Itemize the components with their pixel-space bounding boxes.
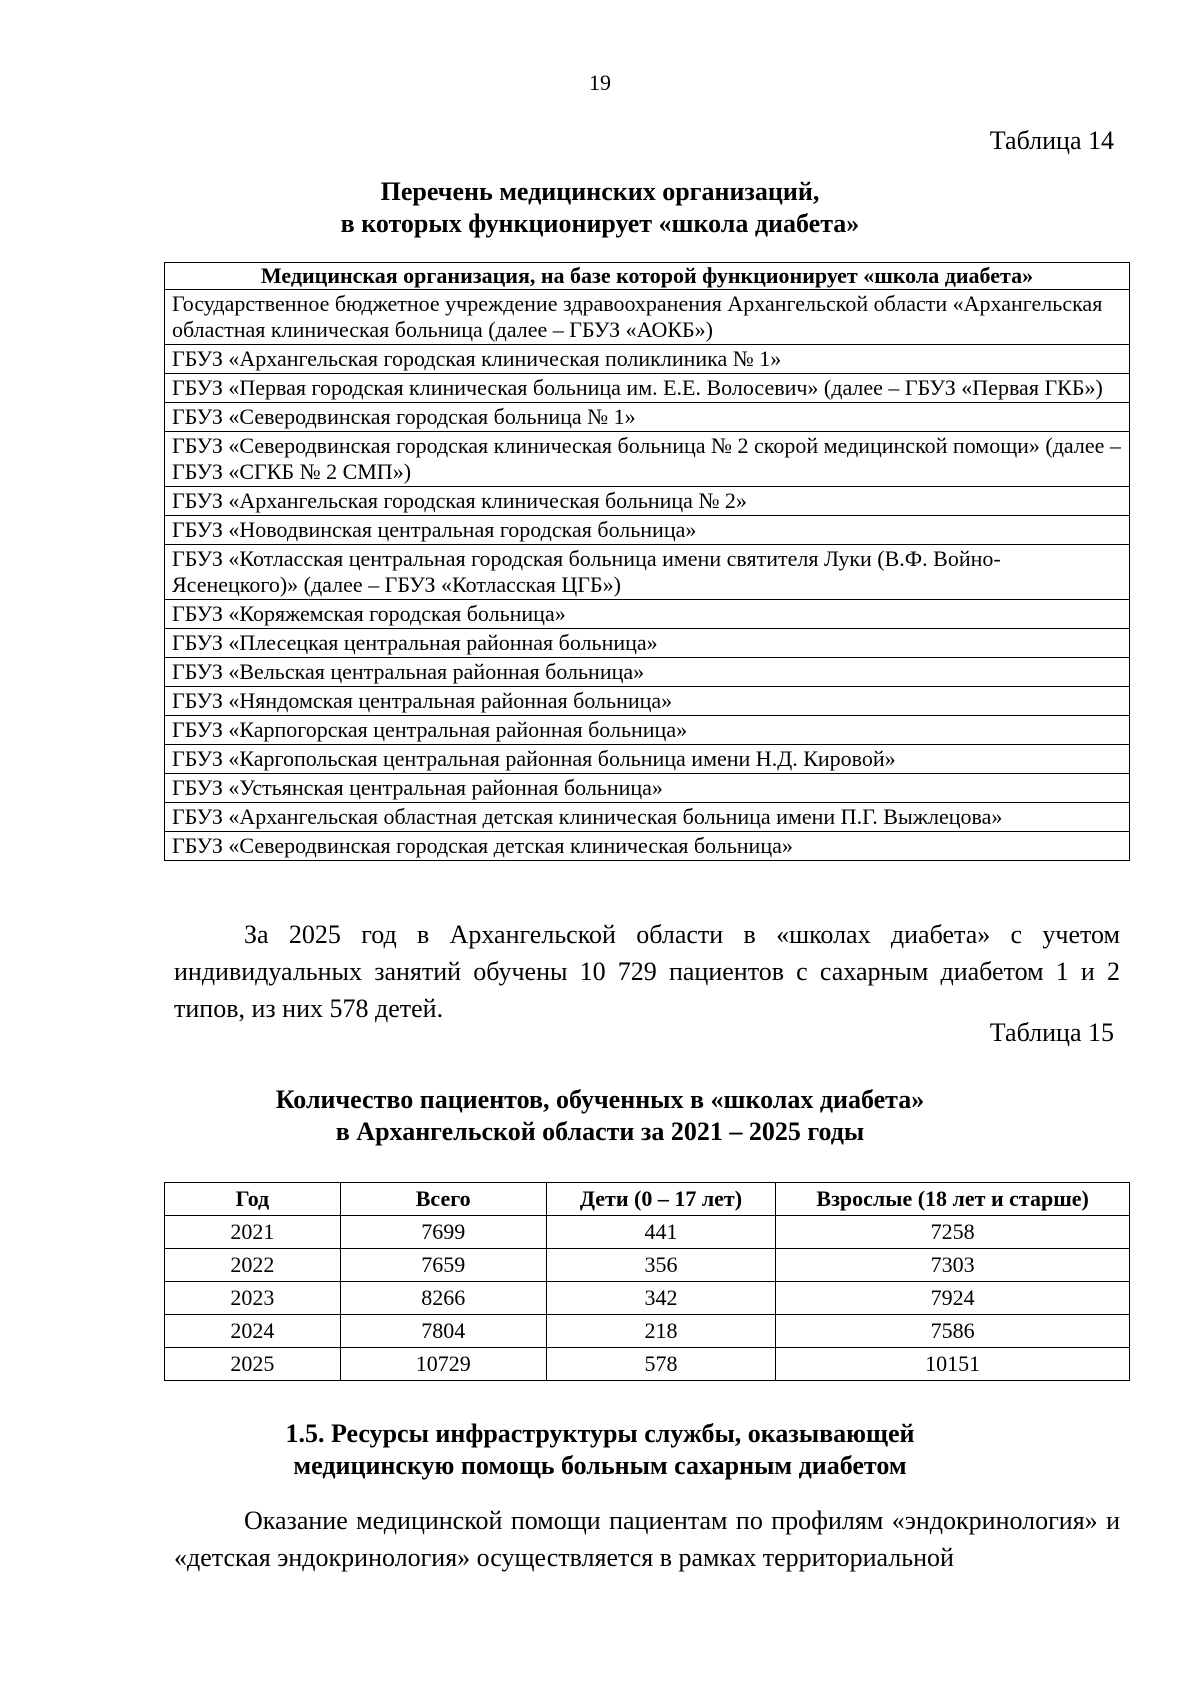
paragraph-medical-care: Оказание медицинской помощи пациентам по профилям «эндокринология» и «детская эндокринология» осуществляется в рамках территориальной: [174, 1506, 1120, 1572]
table-row: [165, 403, 1130, 432]
organizations-table-header-row: [165, 263, 1130, 290]
table-row: [165, 687, 1130, 716]
table-row: [165, 716, 1130, 745]
year-cell: 2022: [165, 1249, 341, 1282]
section-title-line-1: 1.5. Ресурсы инфраструктуры службы, оказывающей: [285, 1419, 915, 1448]
organization-cell: ГБУЗ «Устьянская центральная районная больница»: [165, 774, 1130, 803]
table-row: [165, 1282, 1130, 1315]
table-row: [165, 832, 1130, 861]
organization-cell: ГБУЗ «Котласская центральная городская больница имени святителя Луки (В.Ф. Войно-Ясенецкого)» (далее – ГБУЗ «Котласская ЦГБ»): [165, 545, 1130, 600]
table-row: [165, 545, 1130, 600]
children-cell: 356: [546, 1249, 776, 1282]
organization-cell: ГБУЗ «Архангельская областная детская клиническая больница имени П.Г. Выжлецова»: [165, 803, 1130, 832]
table-row: [165, 745, 1130, 774]
total-cell: 7659: [340, 1249, 546, 1282]
table-row: [165, 1249, 1130, 1282]
table-row: [165, 774, 1130, 803]
organization-cell: Государственное бюджетное учреждение здравоохранения Архангельской области «Архангельская областная клиническая больница (далее – ГБУЗ «АОКБ»): [165, 290, 1130, 345]
organization-cell: ГБУЗ «Коряжемская городская больница»: [165, 600, 1130, 629]
table-15-label: Таблица 15: [989, 1018, 1114, 1047]
organization-cell: ГБУЗ «Архангельская городская клиническая поликлиника № 1»: [165, 345, 1130, 374]
adults-cell: 7586: [776, 1315, 1130, 1348]
children-cell: 578: [546, 1348, 776, 1381]
organizations-table-header: Медицинская организация, на базе которой функционирует «школа диабета»: [165, 263, 1130, 290]
page-number: 19: [589, 70, 611, 95]
header-total: Всего: [340, 1183, 546, 1216]
year-cell: 2021: [165, 1216, 341, 1249]
table-row: [165, 432, 1130, 487]
organization-cell: ГБУЗ «Вельская центральная районная больница»: [165, 658, 1130, 687]
trained-patients-table: [164, 1182, 1130, 1381]
organization-cell: ГБУЗ «Северодвинская городская клиническая больница № 2 скорой медицинской помощи» (далее – ГБУЗ «СГКБ № 2 СМП»): [165, 432, 1130, 487]
organization-cell: ГБУЗ «Северодвинская городская детская клиническая больница»: [165, 832, 1130, 861]
year-cell: 2025: [165, 1348, 341, 1381]
children-cell: 342: [546, 1282, 776, 1315]
table-14-title: [0, 176, 1200, 240]
table-14-title-line-2: в которых функционирует «школа диабета»: [340, 209, 860, 238]
table-15-title-line-1: Количество пациентов, обученных в «школах диабета»: [275, 1085, 925, 1114]
organization-cell: ГБУЗ «Северодвинская городская больница № 1»: [165, 403, 1130, 432]
adults-cell: 7924: [776, 1282, 1130, 1315]
section-1-5-title: [0, 1418, 1200, 1482]
trained-patients-header-row: [165, 1183, 1130, 1216]
paragraph-trained-patients: За 2025 год в Архангельской области в «школах диабета» с учетом индивидуальных занятий обучены 10 729 пациентов с сахарным диабетом 1 и 2 типов, из них 578 детей.: [174, 920, 1120, 1023]
table-row: [165, 374, 1130, 403]
table-row: [165, 629, 1130, 658]
total-cell: 7804: [340, 1315, 546, 1348]
table-row: [165, 1348, 1130, 1381]
table-row: [165, 658, 1130, 687]
organization-cell: ГБУЗ «Новодвинская центральная городская больница»: [165, 516, 1130, 545]
header-children: Дети (0 – 17 лет): [546, 1183, 776, 1216]
adults-cell: 7303: [776, 1249, 1130, 1282]
adults-cell: 7258: [776, 1216, 1130, 1249]
table-14-label: Таблица 14: [989, 126, 1114, 155]
table-row: [165, 516, 1130, 545]
organization-cell: ГБУЗ «Няндомская центральная районная больница»: [165, 687, 1130, 716]
organization-cell: ГБУЗ «Архангельская городская клиническая больница № 2»: [165, 487, 1130, 516]
header-adults: Взрослые (18 лет и старше): [776, 1183, 1130, 1216]
table-14-title-line-1: Перечень медицинских организаций,: [380, 177, 820, 206]
table-row: [165, 600, 1130, 629]
table-row: [165, 1216, 1130, 1249]
table-row: [165, 803, 1130, 832]
organization-cell: ГБУЗ «Плесецкая центральная районная больница»: [165, 629, 1130, 658]
table-row: [165, 1315, 1130, 1348]
table-row: [165, 487, 1130, 516]
table-15-title: [0, 1084, 1200, 1148]
organization-cell: ГБУЗ «Карпогорская центральная районная больница»: [165, 716, 1130, 745]
organization-cell: ГБУЗ «Каргопольская центральная районная больница имени Н.Д. Кировой»: [165, 745, 1130, 774]
year-cell: 2023: [165, 1282, 341, 1315]
organizations-table: [164, 262, 1130, 861]
year-cell: 2024: [165, 1315, 341, 1348]
table-row: [165, 290, 1130, 345]
table-15-title-line-2: в Архангельской области за 2021 – 2025 годы: [335, 1117, 865, 1146]
children-cell: 218: [546, 1315, 776, 1348]
header-year: Год: [165, 1183, 341, 1216]
adults-cell: 10151: [776, 1348, 1130, 1381]
total-cell: 8266: [340, 1282, 546, 1315]
children-cell: 441: [546, 1216, 776, 1249]
table-row: [165, 345, 1130, 374]
section-title-line-2: медицинскую помощь больным сахарным диабетом: [293, 1451, 907, 1480]
total-cell: 10729: [340, 1348, 546, 1381]
total-cell: 7699: [340, 1216, 546, 1249]
organization-cell: ГБУЗ «Первая городская клиническая больница им. Е.Е. Волосевич» (далее – ГБУЗ «Первая ГКБ»): [165, 374, 1130, 403]
